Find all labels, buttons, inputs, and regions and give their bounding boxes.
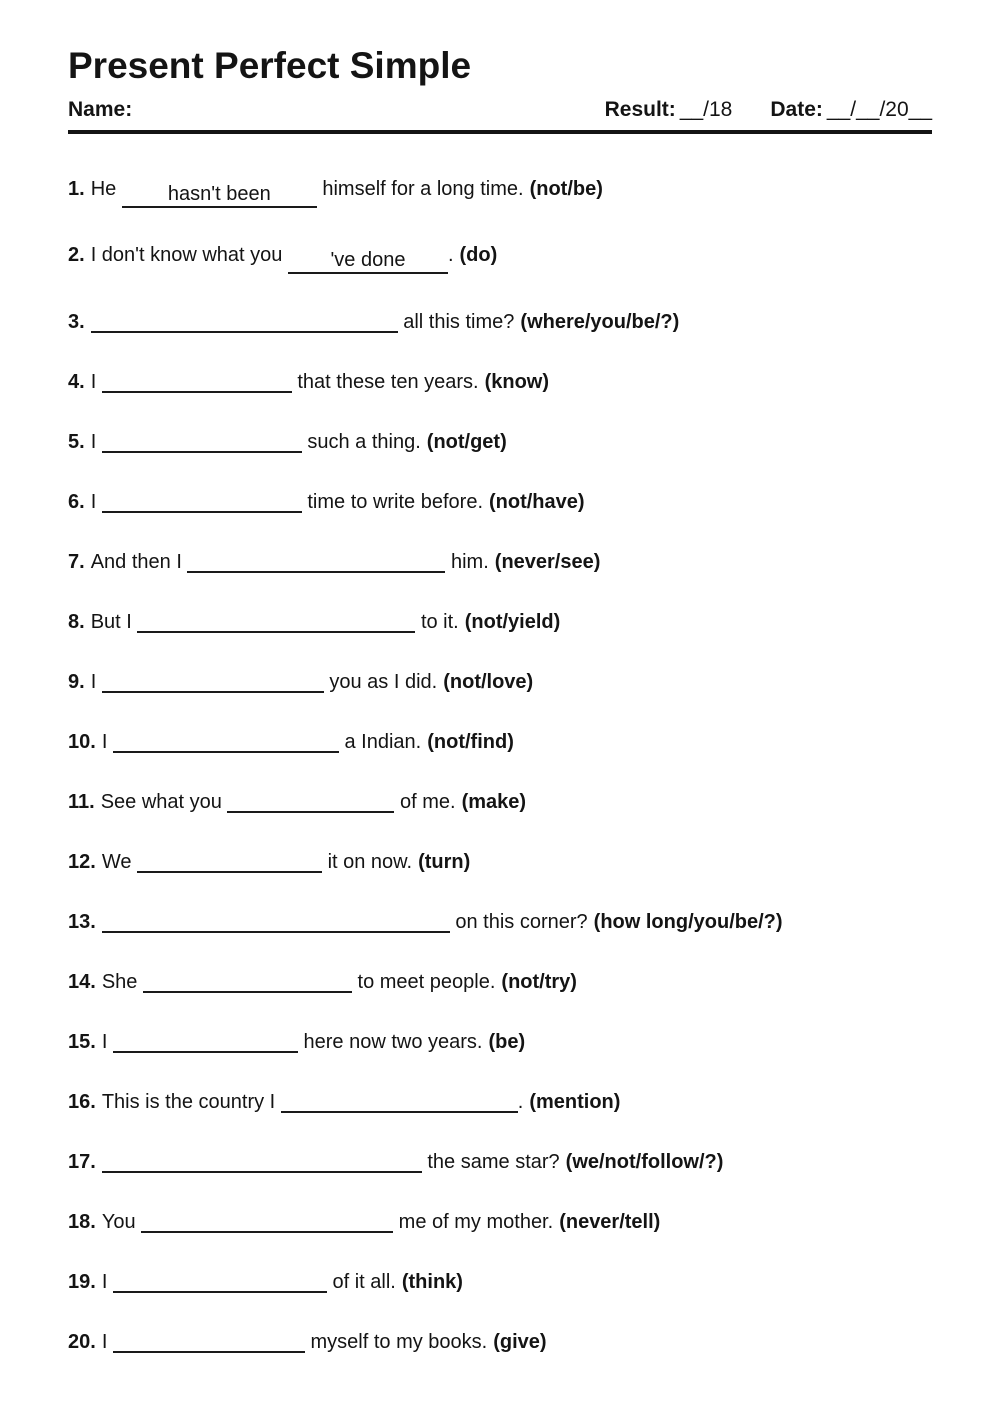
exercise-item-10 <box>68 729 932 754</box>
item-text-pre: I <box>101 1270 113 1293</box>
item-text-post: the same star? <box>421 1150 560 1173</box>
fill-in-blank[interactable] <box>102 909 450 933</box>
item-text-post: of me. <box>394 790 456 813</box>
item-text-pre: I <box>101 1330 113 1353</box>
item-text-post: a Indian. <box>338 730 422 753</box>
exercise-item-14 <box>68 969 932 994</box>
date-field <box>770 97 932 123</box>
item-number: 11. <box>68 790 95 813</box>
exercise-item-11 <box>68 789 932 814</box>
verb-hint: (give) <box>493 1330 547 1353</box>
exercise-list <box>68 177 932 1354</box>
item-text-pre: I <box>90 430 102 453</box>
verb-hint: (not/get) <box>426 430 507 453</box>
exercise-item-5 <box>68 429 932 454</box>
exercise-item-9 <box>68 669 932 694</box>
item-number: 3. <box>68 310 85 333</box>
item-number: 4. <box>68 370 85 393</box>
verb-hint: (never/see) <box>494 550 601 573</box>
verb-hint: (not/have) <box>489 490 585 513</box>
item-text-post: time to write before. <box>301 490 483 513</box>
item-text-pre: I don't know what you <box>90 243 288 266</box>
item-text-pre: He <box>90 177 122 200</box>
fill-in-blank[interactable] <box>187 549 445 573</box>
item-number: 10. <box>68 730 96 753</box>
item-text-pre: She <box>101 970 143 993</box>
header-meta-right <box>605 97 932 123</box>
exercise-item-7 <box>68 549 932 574</box>
date-value: __/__/20__ <box>826 97 932 121</box>
item-number: 18. <box>68 1210 96 1233</box>
exercise-item-12 <box>68 849 932 874</box>
item-text-pre: I <box>101 1030 113 1053</box>
fill-in-blank[interactable] <box>288 250 448 274</box>
exercise-item-20 <box>68 1329 932 1354</box>
item-number: 5. <box>68 430 85 453</box>
answer-text: 've done <box>330 248 406 271</box>
answer-text: hasn't been <box>167 182 271 205</box>
result-field <box>605 97 733 123</box>
item-number: 17. <box>68 1150 96 1173</box>
exercise-item-4 <box>68 369 932 394</box>
fill-in-blank[interactable] <box>137 609 415 633</box>
item-text-pre: This is the country I <box>101 1090 281 1113</box>
exercise-item-2 <box>68 243 932 274</box>
verb-hint: (turn) <box>418 850 471 873</box>
result-label: Result: <box>604 97 676 121</box>
exercise-item-18 <box>68 1209 932 1234</box>
item-number: 6. <box>68 490 85 513</box>
fill-in-blank[interactable] <box>102 429 302 453</box>
item-text-post: . <box>517 1090 524 1113</box>
verb-hint: (mention) <box>529 1090 621 1113</box>
verb-hint: (not/find) <box>427 730 514 753</box>
item-text-pre: I <box>90 370 102 393</box>
item-text-post: of it all. <box>326 1270 396 1293</box>
item-text-post: to meet people. <box>351 970 496 993</box>
item-number: 15. <box>68 1030 96 1053</box>
verb-hint: (not/love) <box>443 670 534 693</box>
exercise-item-13 <box>68 909 932 934</box>
item-text-pre: See what you <box>100 790 228 813</box>
item-text-post: it on now. <box>322 850 413 873</box>
verb-hint: (how long/you/be/?) <box>593 910 783 933</box>
item-text-pre: I <box>90 490 102 513</box>
result-value: __/18 <box>679 97 733 121</box>
verb-hint: (not/be) <box>529 177 603 200</box>
item-number: 7. <box>68 550 85 573</box>
fill-in-blank[interactable] <box>91 309 398 333</box>
fill-in-blank[interactable] <box>102 1149 422 1173</box>
fill-in-blank[interactable] <box>102 489 302 513</box>
item-text-post: myself to my books. <box>304 1330 488 1353</box>
item-text-post: such a thing. <box>301 430 421 453</box>
item-number: 1. <box>68 177 85 200</box>
item-text-pre: And then I <box>90 550 188 573</box>
exercise-item-1 <box>68 177 932 208</box>
item-number: 2. <box>68 243 85 266</box>
verb-hint: (do) <box>459 243 498 266</box>
item-number: 14. <box>68 970 96 993</box>
item-number: 8. <box>68 610 85 633</box>
fill-in-blank[interactable] <box>281 1089 518 1113</box>
item-number: 9. <box>68 670 85 693</box>
item-text-pre: But I <box>90 610 138 633</box>
exercise-item-16 <box>68 1089 932 1114</box>
verb-hint: (be) <box>488 1030 526 1053</box>
item-number: 19. <box>68 1270 96 1293</box>
exercise-item-15 <box>68 1029 932 1054</box>
page-title: Present Perfect Simple <box>68 45 472 86</box>
item-text-post: me of my mother. <box>393 1210 554 1233</box>
fill-in-blank[interactable] <box>113 729 339 753</box>
item-text-pre: We <box>101 850 138 873</box>
name-field <box>68 97 132 123</box>
verb-hint: (not/try) <box>501 970 577 993</box>
verb-hint: (where/you/be/?) <box>520 310 680 333</box>
verb-hint: (know) <box>484 370 550 393</box>
header-divider <box>68 130 932 134</box>
item-text-post: . <box>447 243 454 266</box>
verb-hint: (think) <box>401 1270 463 1293</box>
item-text-pre: I <box>90 670 102 693</box>
item-number: 13. <box>68 910 96 933</box>
fill-in-blank[interactable] <box>141 1209 393 1233</box>
date-label: Date: <box>770 97 823 121</box>
item-text-post: on this corner? <box>449 910 588 933</box>
fill-in-blank[interactable] <box>113 1269 327 1293</box>
fill-in-blank[interactable] <box>113 1329 305 1353</box>
item-number: 12. <box>68 850 96 873</box>
item-text-post: that these ten years. <box>291 370 479 393</box>
item-text-post: him. <box>445 550 489 573</box>
item-text-post: to it. <box>415 610 459 633</box>
fill-in-blank[interactable] <box>102 369 292 393</box>
header-meta-row <box>68 97 932 123</box>
item-text-pre: You <box>101 1210 142 1233</box>
fill-in-blank[interactable] <box>137 849 322 873</box>
exercise-item-8 <box>68 609 932 634</box>
fill-in-blank[interactable] <box>143 969 352 993</box>
exercise-item-6 <box>68 489 932 514</box>
name-label: Name: <box>68 97 133 121</box>
verb-hint: (we/not/follow/?) <box>565 1150 724 1173</box>
item-number: 16. <box>68 1090 96 1113</box>
verb-hint: (make) <box>461 790 527 813</box>
fill-in-blank[interactable] <box>113 1029 298 1053</box>
item-number: 20. <box>68 1330 96 1353</box>
item-text-pre: I <box>101 730 113 753</box>
exercise-item-19 <box>68 1269 932 1294</box>
fill-in-blank[interactable] <box>122 184 317 208</box>
fill-in-blank[interactable] <box>102 669 324 693</box>
verb-hint: (never/tell) <box>559 1210 661 1233</box>
exercise-item-17 <box>68 1149 932 1174</box>
item-text-post: himself for a long time. <box>316 177 524 200</box>
item-text-post: all this time? <box>397 310 515 333</box>
item-text-post: you as I did. <box>323 670 438 693</box>
item-text-post: here now two years. <box>297 1030 483 1053</box>
fill-in-blank[interactable] <box>227 789 394 813</box>
verb-hint: (not/yield) <box>464 610 561 633</box>
exercise-item-3 <box>68 309 932 334</box>
